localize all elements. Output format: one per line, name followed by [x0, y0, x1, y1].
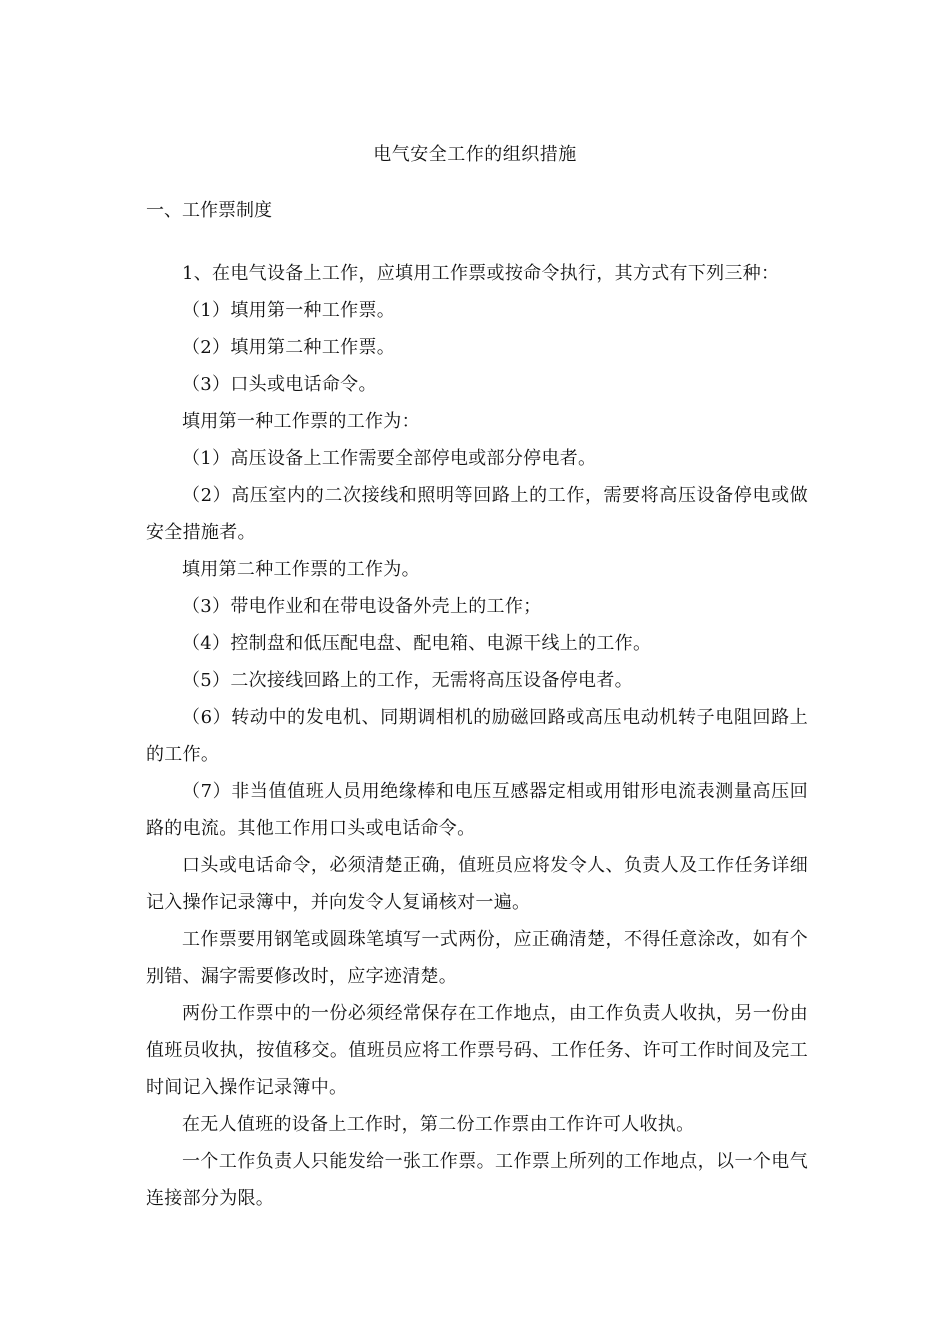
list-item: （7）非当值值班人员用绝缘棒和电压互感器定相或用钳形电流表测量高压回路的电流。其他工作用口头或电话命令。 [146, 781, 808, 839]
list-item: （3）口头或电话命令。 [182, 374, 377, 395]
paragraph: 两份工作票中的一份必须经常保存在工作地点，由工作负责人收执，另一份由值班员收执，按值移交。值班员应将工作票号码、工作任务、许可工作时间及完工时间记入操作记录簿中。 [146, 1003, 808, 1098]
list-item: （6）转动中的发电机、同期调相机的励磁回路或高压电动机转子电阻回路上的工作。 [146, 707, 808, 765]
paragraph: 一个工作负责人只能发给一张工作票。工作票上所列的工作地点，以一个电气连接部分为限。 [146, 1151, 808, 1209]
paragraph: 填用第一种工作票的工作为： [182, 411, 420, 432]
list-item: （4）控制盘和低压配电盘、配电箱、电源干线上的工作。 [182, 633, 652, 654]
list-item: （1）填用第一种工作票。 [182, 300, 396, 321]
document-title: 电气安全工作的组织措施 [373, 144, 577, 165]
document-body [146, 255, 808, 1217]
section-heading: 一、工作票制度 [146, 200, 272, 221]
list-item: （3）带电作业和在带电设备外壳上的工作； [182, 596, 542, 617]
list-item: （5）二次接线回路上的工作，无需将高压设备停电者。 [182, 670, 633, 691]
paragraph: 工作票要用钢笔或圆珠笔填写一式两份，应正确清楚，不得任意涂改，如有个别错、漏字需要修改时，应字迹清楚。 [146, 929, 808, 987]
list-item: （2）高压室内的二次接线和照明等回路上的工作，需要将高压设备停电或做安全措施者。 [146, 485, 808, 543]
paragraph: 1、在电气设备上工作，应填用工作票或按命令执行，其方式有下列三种： [182, 263, 780, 284]
list-item: （2）填用第二种工作票。 [182, 337, 396, 358]
paragraph: 口头或电话命令，必须清楚正确，值班员应将发令人、负责人及工作任务详细记入操作记录簿中，并向发令人复诵核对一遍。 [146, 855, 808, 913]
paragraph: 在无人值班的设备上工作时，第二份工作票由工作许可人收执。 [182, 1114, 695, 1135]
paragraph: 填用第二种工作票的工作为。 [182, 559, 420, 580]
list-item: （1）高压设备上工作需要全部停电或部分停电者。 [182, 448, 597, 469]
